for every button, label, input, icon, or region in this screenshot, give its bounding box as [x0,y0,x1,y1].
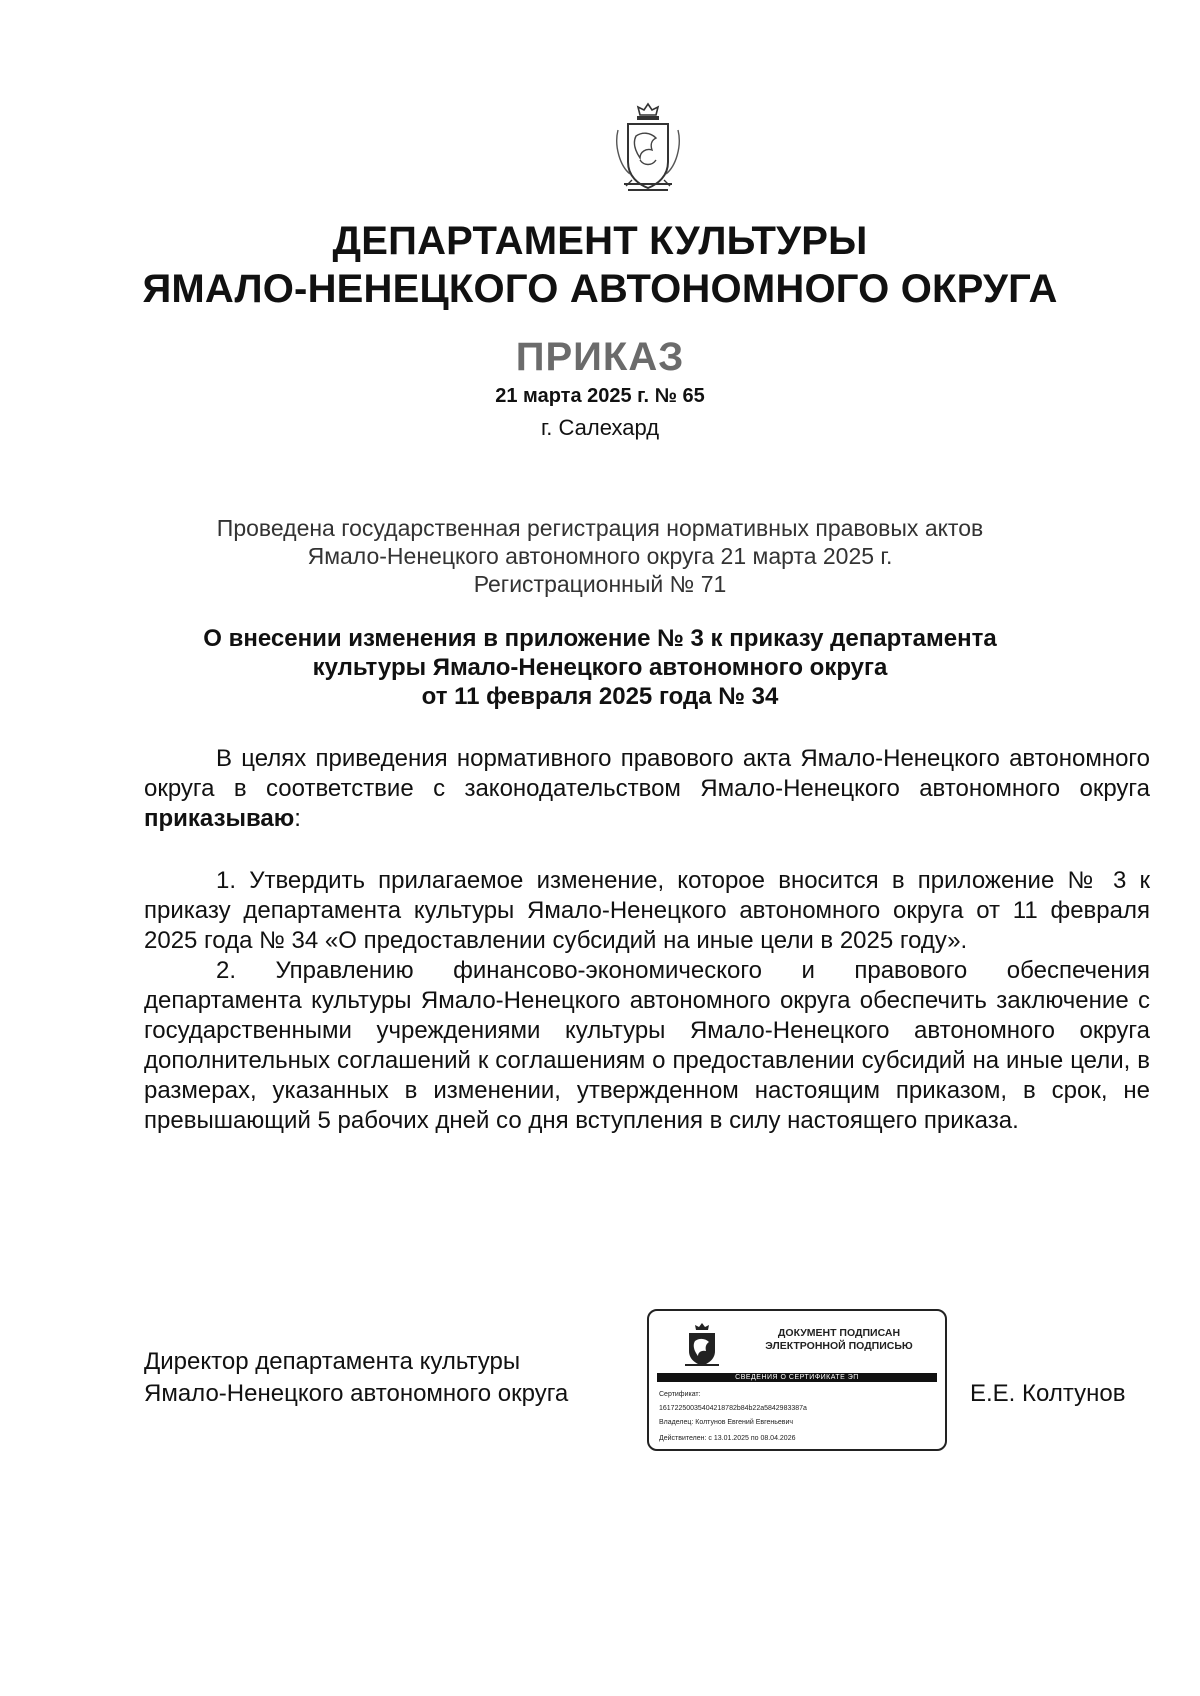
coat-of-arms-emblem [610,100,686,200]
registration-number: Регистрационный № 71 [473,571,727,597]
preamble-order-word: приказываю [144,805,295,832]
document-type: ПРИКАЗ [515,335,685,379]
stamp-emblem-icon [681,1321,723,1371]
signer-position-line2: Ямало-Ненецкого автономного округа [144,1380,569,1407]
document-title-line2: культуры Ямало-Ненецкого автономного округа [312,654,888,681]
preamble-paragraph [144,744,1150,834]
stamp-cert-label: Сертификат: [659,1391,701,1398]
stamp-owner: Владелец: Колтунов Евгений Евгеньевич [659,1419,794,1426]
document-title-line3: от 11 февраля 2025 года № 34 [421,683,779,710]
order-item-1: 1. Утвердить прилагаемое изменение, которое вносится в приложение № 3 к приказу департамента культуры Ямало-Ненецкого автономного округа от 11 февраля 2025 года № 34 «О предоставлении субсидий на иные цели в 2025 году». [144,867,1150,954]
document-city: г. Салехард [540,415,660,440]
preamble-colon: : [294,805,301,832]
order-item-2: 2. Управлению финансово-экономического и правового обеспечения департамента культуры Ямало-Ненецкого автономного округа обеспечить заключение с государственными учреждениями культуры Ямало-Ненецкого автономного округа дополнительных соглашений к соглашениям о предоставлении субсидий на иные цели, в размерах, указанных в изменении, утвержденном настоящим приказом, в срок, не превышающий 5 рабочих дней со дня вступления в силу настоящего приказа. [144,957,1150,1134]
document-date-number: 21 марта 2025 г. № 65 [495,385,705,407]
electronic-signature-stamp [647,1309,947,1451]
stamp-heading-line1: ДОКУМЕНТ ПОДПИСАН [777,1327,901,1339]
stamp-heading-line2: ЭЛЕКТРОННОЙ ПОДПИСЬЮ [765,1340,913,1352]
stamp-heading [749,1327,929,1353]
registration-line2: Ямало-Ненецкого автономного округа 21 марта 2025 г. [307,543,893,569]
preamble [144,744,1150,834]
signer-name: Е.Е. Колтунов [970,1380,1126,1407]
registration-line1: Проведена государственная регистрация нормативных правовых актов [216,515,984,541]
signer-position [144,1346,568,1410]
stamp-cert-bar: СВЕДЕНИЯ О СЕРТИФИКАТЕ ЭП [657,1373,937,1382]
signer-position-line1: Директор департамента культуры [144,1348,521,1375]
stamp-validity: Действителен: с 13.01.2025 по 08.04.2026 [659,1435,796,1442]
order-items [144,866,1150,1136]
preamble-text: В целях приведения нормативного правового акта Ямало-Ненецкого автономного округа в соответствие с законодательством Ямало-Ненецкого автономного округа [144,745,1150,802]
document-title-line1: О внесении изменения в приложение № 3 к приказу департамента [203,625,997,652]
org-name-line2: ЯМАЛО-НЕНЕЦКОГО АВТОНОМНОГО ОКРУГА [142,267,1058,311]
org-name-line1: ДЕПАРТАМЕНТ КУЛЬТУРЫ [332,219,868,263]
stamp-cert-value: 16172250035404218782b84b22a5842983387a [659,1405,807,1412]
